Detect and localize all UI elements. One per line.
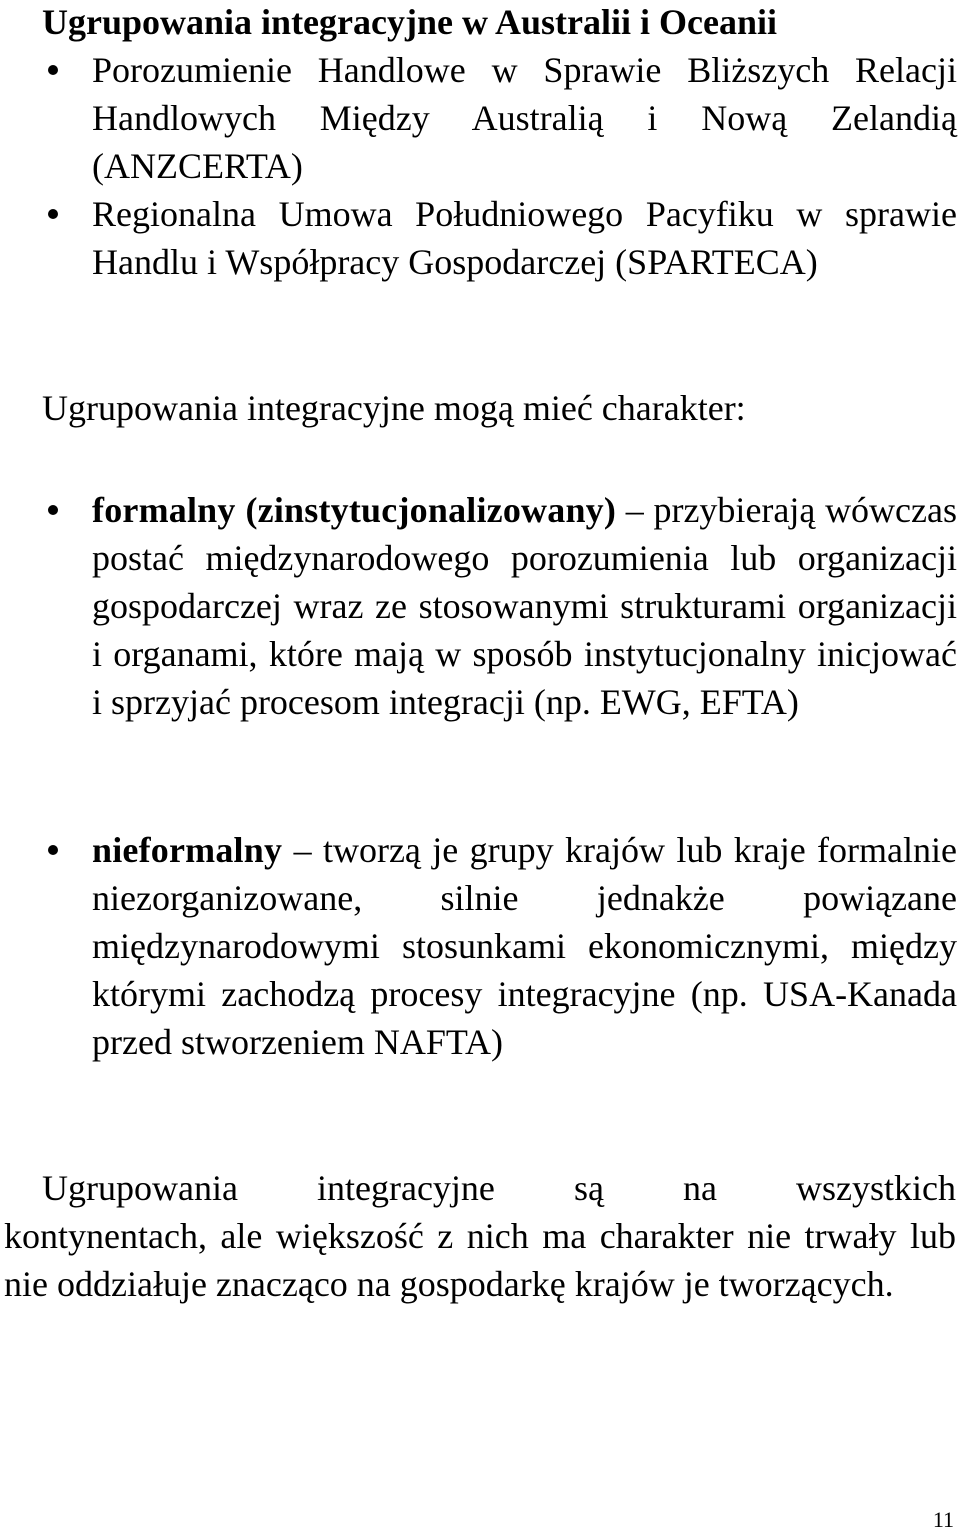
- bullet-icon: [48, 845, 58, 855]
- type-text: tworzą je grupy krajów lub kraje formalnie niezorganizowane, silnie jednakże powiązane międzynarodowymi stosunkami ekonomicznymi, między którymi zachodzą procesy integracyjne (np. USA-Kanada przed stworzeniem NAFTA): [92, 830, 957, 1062]
- list-item: [0, 46, 960, 190]
- type-term: nieformalny: [92, 830, 283, 870]
- type-description: [92, 826, 957, 1066]
- agreements-list: [0, 46, 960, 286]
- page-number: 11: [932, 1507, 954, 1532]
- agreement-text: Regionalna Umowa Południowego Pacyfiku w sprawie Handlu i Współpracy Gospodarczej (SPARTECA): [92, 194, 957, 282]
- bullet-icon: [48, 65, 58, 75]
- bullet-icon: [48, 505, 58, 515]
- types-list: [0, 486, 960, 726]
- type-term: formalny (zinstytucjonalizowany): [92, 490, 617, 530]
- list-item: [0, 486, 960, 726]
- type-description: [92, 486, 957, 726]
- types-list-2: [0, 826, 960, 1066]
- bullet-icon: [48, 209, 58, 219]
- conclusion-rest: kontynentach, ale większość z nich ma charakter nie trwały lub nie oddziałuje znacząco na gospodarkę krajów je tworzących.: [4, 1216, 956, 1304]
- conclusion-first-line: Ugrupowania integracyjne są na wszystkich: [42, 1168, 956, 1208]
- section-heading: Ugrupowania integracyjne w Australii i Oceanii: [42, 2, 777, 42]
- agreement-text: Porozumienie Handlowe w Sprawie Bliższych Relacji Handlowych Między Australią i Nową Zelandią (ANZCERTA): [92, 50, 957, 186]
- type-text: przybierają wówczas postać międzynarodowego porozumienia lub organizacji gospodarczej wraz ze stosowanymi strukturami organizacji i organami, które mają w sposób instytucjonalny inicjować i sprzyjać procesom integracji (np. EWG, EFTA): [92, 490, 958, 722]
- list-item: [0, 190, 960, 286]
- dash: –: [616, 490, 654, 530]
- dash: –: [282, 830, 323, 870]
- character-intro: Ugrupowania integracyjne mogą mieć charakter:: [42, 388, 746, 428]
- list-item: [0, 826, 960, 1066]
